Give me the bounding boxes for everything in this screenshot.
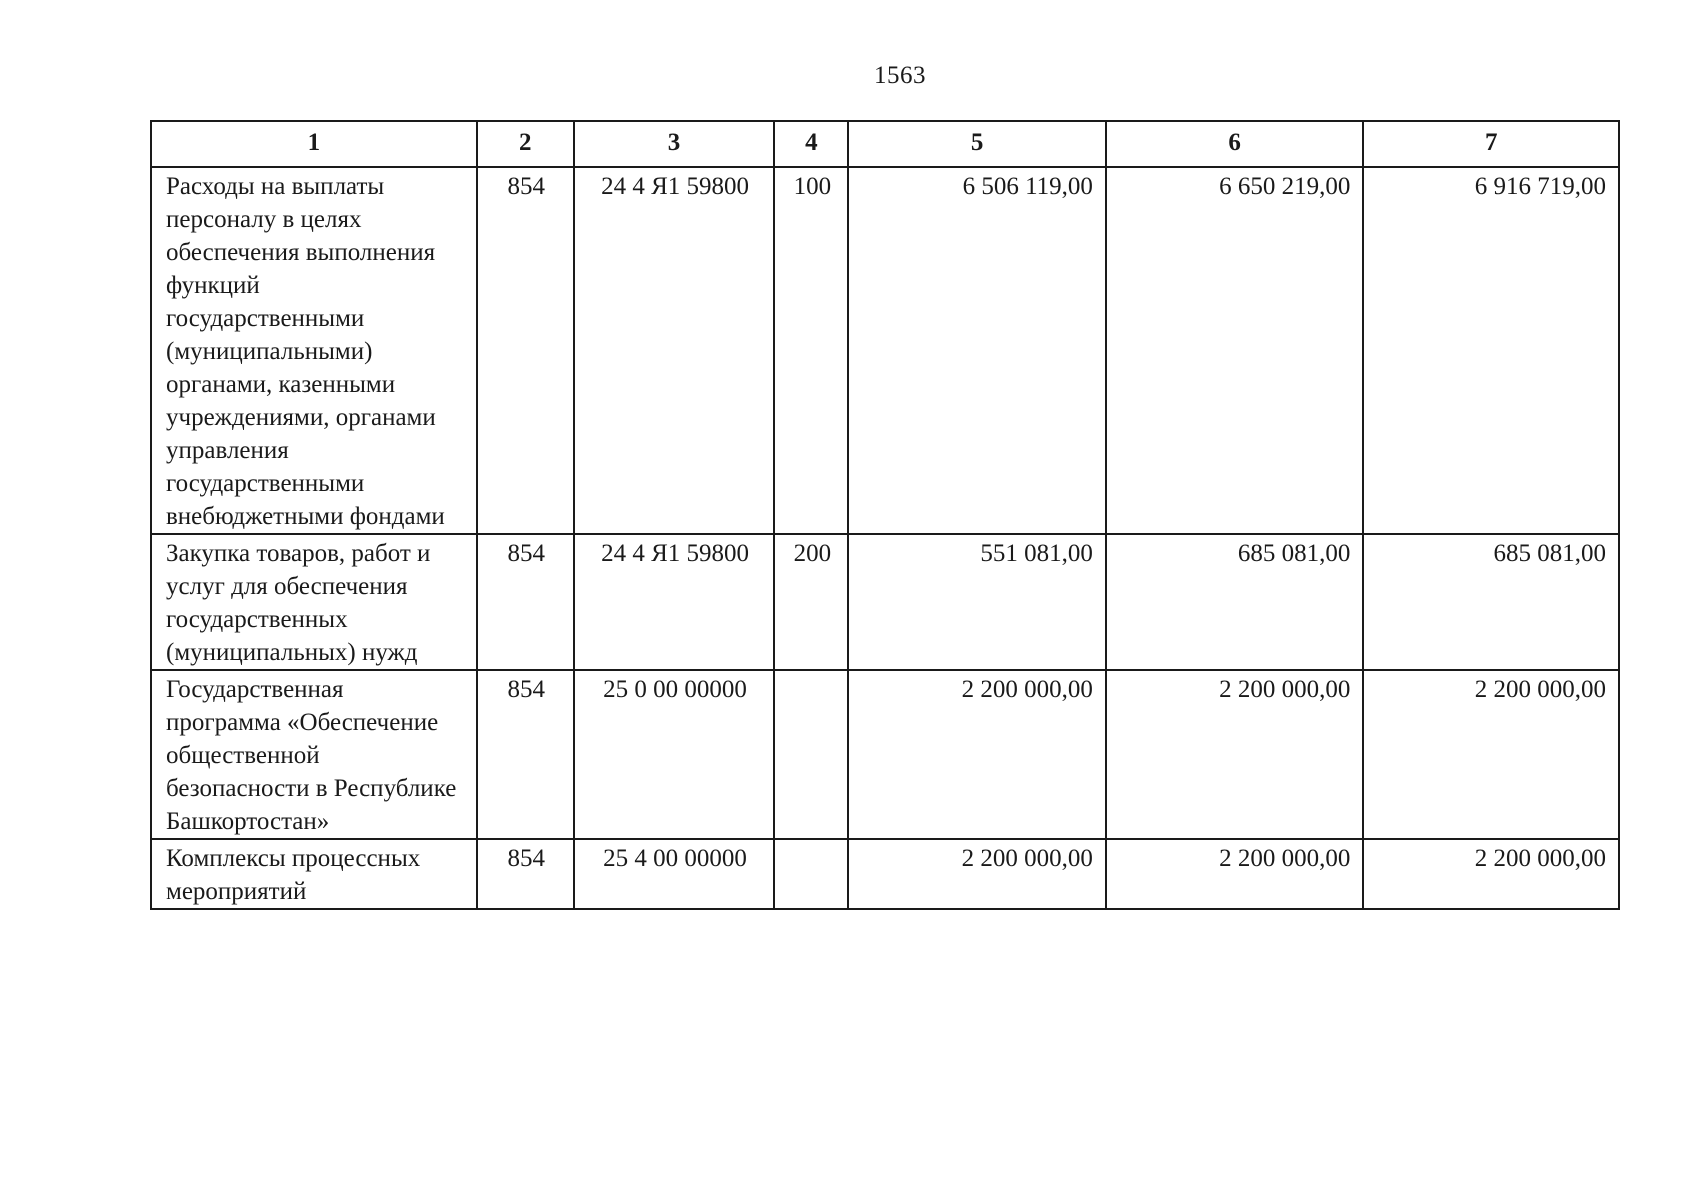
column-header-4: 4 [774, 121, 848, 167]
row-col7: 685 081,00 [1363, 534, 1619, 670]
row-col6: 6 650 219,00 [1106, 167, 1364, 534]
row-col3: 24 4 Я1 59800 [574, 167, 774, 534]
row-col6: 2 200 000,00 [1106, 670, 1364, 839]
row-col7: 2 200 000,00 [1363, 839, 1619, 909]
table-header [151, 121, 1619, 167]
table-row [151, 839, 1619, 909]
column-header-2: 2 [477, 121, 574, 167]
row-col2: 854 [477, 534, 574, 670]
row-col5: 6 506 119,00 [848, 167, 1106, 534]
budget-table [150, 120, 1620, 910]
row-col2: 854 [477, 839, 574, 909]
page-number: 1563 [874, 62, 926, 89]
table-row [151, 534, 1619, 670]
row-col2: 854 [477, 670, 574, 839]
row-col3: 24 4 Я1 59800 [574, 534, 774, 670]
row-col4: 100 [774, 167, 848, 534]
row-col5: 2 200 000,00 [848, 839, 1106, 909]
row-name: Комплексы процессных мероприятий [151, 839, 477, 909]
row-col4 [774, 670, 848, 839]
column-header-1: 1 [151, 121, 477, 167]
column-header-3: 3 [574, 121, 774, 167]
row-name: Закупка товаров, работ и услуг для обеспечения государственных (муниципальных) нужд [151, 534, 477, 670]
column-header-5: 5 [848, 121, 1106, 167]
column-header-6: 6 [1106, 121, 1364, 167]
row-col3: 25 0 00 00000 [574, 670, 774, 839]
row-col7: 6 916 719,00 [1363, 167, 1619, 534]
table-body [151, 167, 1619, 909]
table-row [151, 167, 1619, 534]
table-row [151, 670, 1619, 839]
row-col5: 2 200 000,00 [848, 670, 1106, 839]
row-col7: 2 200 000,00 [1363, 670, 1619, 839]
row-col4 [774, 839, 848, 909]
row-col3: 25 4 00 00000 [574, 839, 774, 909]
row-col6: 685 081,00 [1106, 534, 1364, 670]
row-col2: 854 [477, 167, 574, 534]
row-name: Государственная программа «Обеспечение общественной безопасности в Республике Башкортостан» [151, 670, 477, 839]
header-row [151, 121, 1619, 167]
row-col6: 2 200 000,00 [1106, 839, 1364, 909]
row-col5: 551 081,00 [848, 534, 1106, 670]
row-col4: 200 [774, 534, 848, 670]
column-header-7: 7 [1363, 121, 1619, 167]
row-name: Расходы на выплаты персоналу в целях обеспечения выполнения функций государственными (муниципальными) органами, казенными учреждениями, органами управления государственными внебюджетными фондами [151, 167, 477, 534]
